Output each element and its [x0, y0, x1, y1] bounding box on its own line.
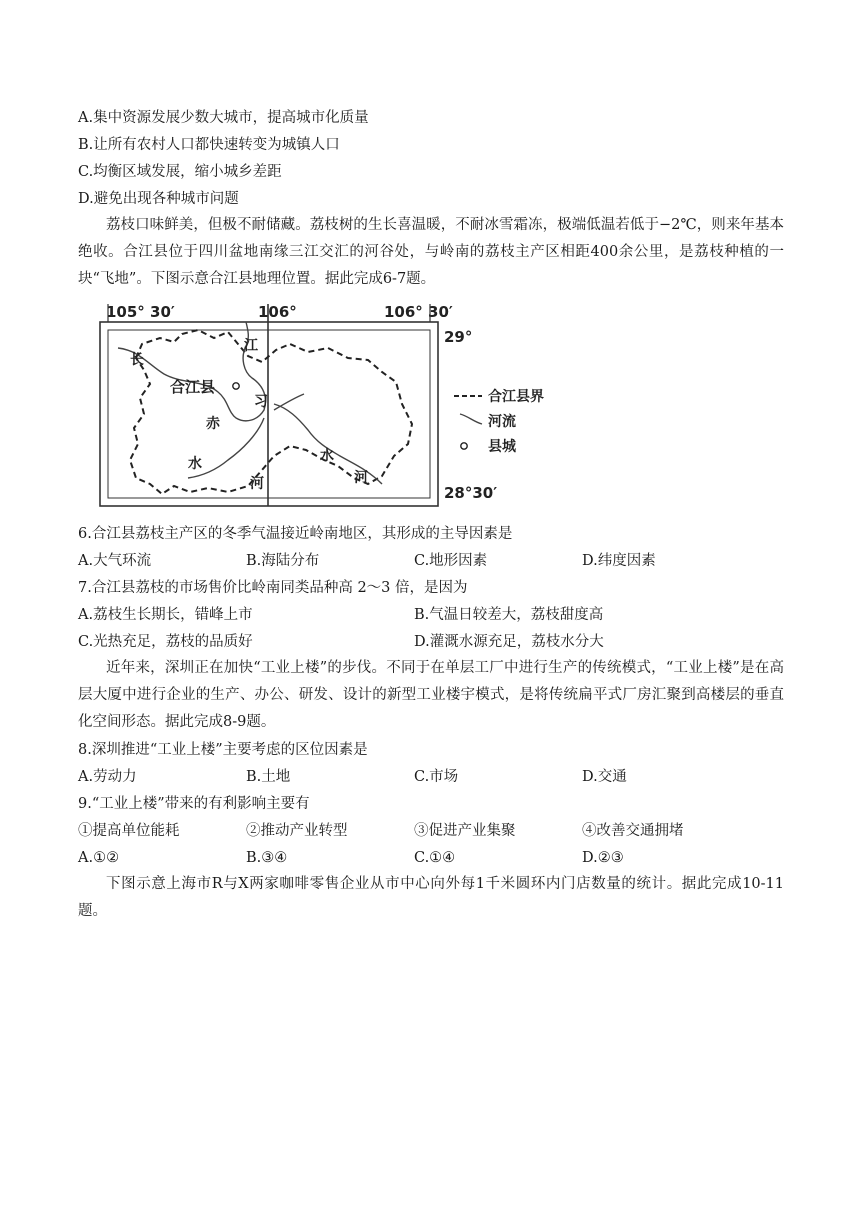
- lychee-passage: 荔枝口味鲜美，但极不耐储藏。荔枝树的生长喜温暖，不耐冰雪霜冻，极端低温若低于−2℃，则来年基本绝收。合江县位于四川盆地南缘三江交汇的河谷处，与岭南的荔枝主产区相距400余公里，是荔枝种植的一块“飞地”。下图示意合江县地理位置。据此完成6-7题。: [78, 217, 784, 287]
- industry-passage: 近年来，深圳正在加快“工业上楼”的步伐。不同于在单层工厂中进行生产的传统模式，“工业上楼”是在高层大厦中进行企业的生产、办公、研发、设计的新型工业楼宇模式，是将传统扁平式厂房汇聚到高楼层的垂直化空间形态。据此完成8-9题。: [78, 660, 784, 730]
- coffee-passage: 下图示意上海市R与X两家咖啡零售企业从市中心向外每1千米圆环内门店数量的统计。据此完成10-11题。: [78, 876, 784, 919]
- q7-option-c: C.光热充足，荔枝的品质好: [78, 634, 253, 650]
- county-seat-marker: [233, 383, 239, 389]
- q9-stem: 9.“工业上楼”带来的有利影响主要有: [78, 796, 310, 812]
- legend-river-symbol: [460, 414, 482, 424]
- legend-county-seat-symbol: [461, 443, 467, 449]
- xishui-river: [274, 394, 304, 410]
- q5-option-b: B.让所有农村人口都快速转变为城镇人口: [78, 137, 340, 153]
- q7-option-a: A.荔枝生长期长，错峰上市: [78, 607, 253, 623]
- q7-option-b: B.气温日较差大，荔枝甜度高: [414, 607, 604, 623]
- q8-option-a: A.劳动力: [78, 769, 137, 785]
- label-he-left: 河: [250, 476, 264, 492]
- q7-option-d: D.灌溉水源充足，荔枝水分大: [414, 634, 604, 650]
- label-jiang: 江: [244, 338, 258, 354]
- q6-option-c: C.地形因素: [414, 553, 488, 569]
- q9-statement-4: ④改善交通拥堵: [582, 823, 684, 839]
- q9-option-a: A.①②: [78, 850, 120, 866]
- q5-option-a: A.集中资源发展少数大城市，提高城市化质量: [78, 110, 369, 126]
- q8-option-b: B.土地: [246, 769, 291, 785]
- lon-label-106: 106°: [258, 303, 297, 321]
- q9-option-b: B.③④: [246, 850, 288, 866]
- legend-river-label: 河流: [488, 414, 516, 430]
- q9-statement-2: ②推动产业转型: [246, 823, 348, 839]
- county-boundary: [130, 330, 412, 494]
- label-xi: 习: [254, 394, 268, 410]
- changjiang-river: [118, 322, 266, 421]
- hejiang-location-map: [78, 300, 558, 510]
- q6-stem: 6.合江县荔枝主产区的冬季气温接近岭南地区，其形成的主导因素是: [78, 526, 513, 542]
- label-he-right: 河: [354, 470, 368, 486]
- q6-option-a: A.大气环流: [78, 553, 152, 569]
- lat-label-28-30: 28°30′: [444, 484, 498, 502]
- label-chang: 长: [130, 352, 144, 368]
- map-legend: [454, 388, 544, 455]
- q9-statement-1: ①提高单位能耗: [78, 823, 180, 839]
- q8-stem: 8.深圳推进“工业上楼”主要考虑的区位因素是: [78, 742, 368, 758]
- lon-label-106-30: 106° 30′: [384, 303, 453, 321]
- q9-option-d: D.②③: [582, 850, 624, 866]
- legend-boundary-label: 合江县界: [488, 389, 544, 405]
- q7-stem: 7.合江县荔枝的市场售价比岭南同类品种高 2～3 倍，是因为: [78, 580, 468, 596]
- lat-label-29: 29°: [444, 328, 473, 346]
- map-frame: [100, 304, 438, 506]
- legend-county-seat-label: 县城: [488, 439, 516, 455]
- label-hejiang: 合江县: [170, 378, 216, 396]
- q9-option-c: C.①④: [414, 850, 456, 866]
- q8-option-c: C.市场: [414, 769, 459, 785]
- q5-option-c: C.均衡区域发展，缩小城乡差距: [78, 164, 282, 180]
- lon-label-105-30: 105° 30′: [106, 303, 175, 321]
- label-shui-left: 水: [188, 456, 202, 472]
- q6-option-b: B.海陆分布: [246, 553, 320, 569]
- q5-option-d: D.避免出现各种城市问题: [78, 191, 239, 207]
- label-shui-right: 水: [320, 448, 334, 464]
- q8-option-d: D.交通: [582, 769, 627, 785]
- label-chi: 赤: [206, 416, 220, 432]
- q6-option-d: D.纬度因素: [582, 553, 656, 569]
- q9-statement-3: ③促进产业集聚: [414, 823, 516, 839]
